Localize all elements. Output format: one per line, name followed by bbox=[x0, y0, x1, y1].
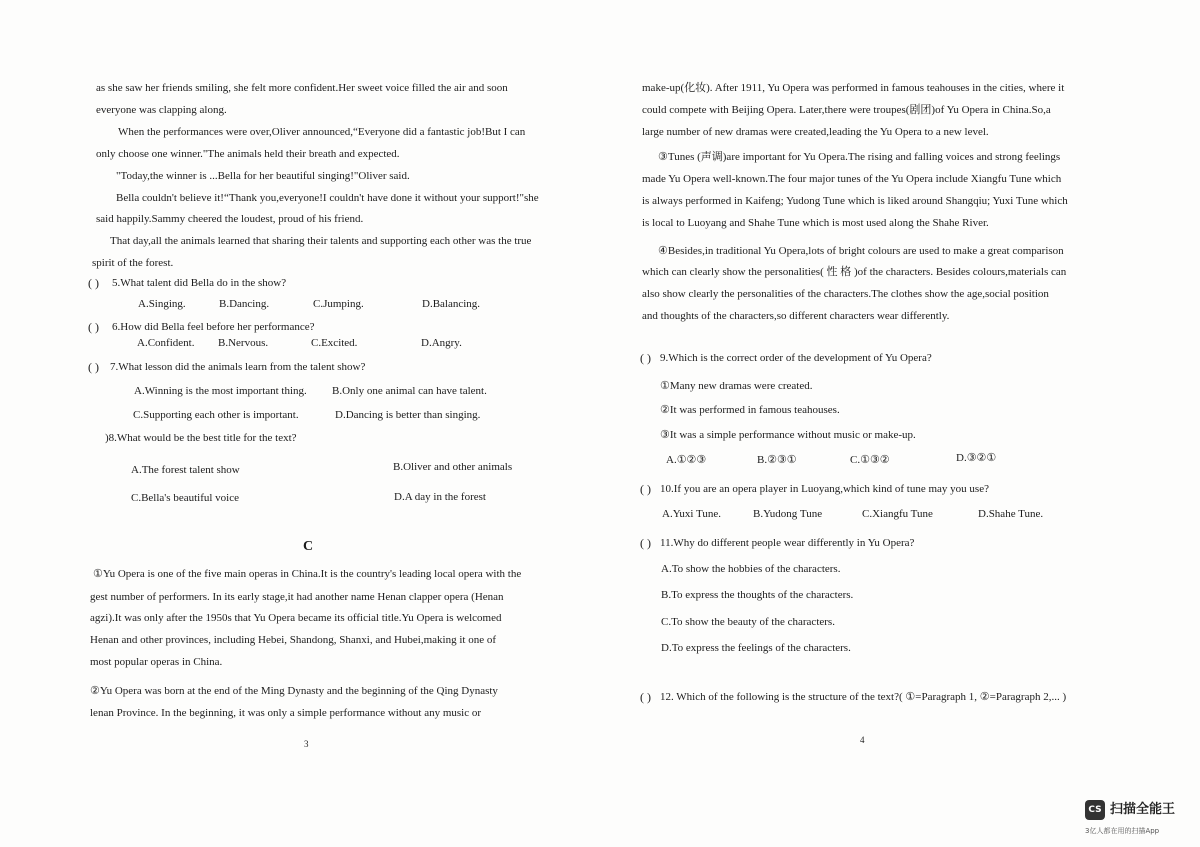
paragraph-line: lenan Province. In the beginning, it was only a simple performance without any music or bbox=[90, 707, 482, 719]
option-d[interactable]: D.Dancing is better than singing. bbox=[335, 409, 481, 421]
answer-blank[interactable]: ( ) bbox=[88, 276, 99, 290]
option-c[interactable]: C.Supporting each other is important. bbox=[133, 409, 299, 421]
option-a[interactable]: A.①②③ bbox=[666, 454, 707, 466]
question-stem: 11.Why do different people wear differently in Yu Opera? bbox=[660, 537, 915, 549]
answer-blank[interactable]: ( ) bbox=[640, 351, 651, 365]
paragraph-line: also show clearly the personalities of the characters.The clothes show the age,social position bbox=[642, 288, 1049, 300]
story-line: Bella couldn't believe it!“Thank you,everyone!I couldn't have done it without your support!"she bbox=[116, 192, 539, 204]
paragraph-line: and thoughts of the characters,so different characters wear differently. bbox=[642, 310, 950, 322]
question-stem: 12. Which of the following is the structure of the text?( ①=Paragraph 1, ②=Paragraph 2,... ) bbox=[660, 691, 1067, 703]
story-line: "Today,the winner is ...Bella for her beautiful singing!"Oliver said. bbox=[116, 170, 410, 182]
answer-blank[interactable]: ( ) bbox=[640, 536, 651, 550]
order-item: ②It was performed in famous teahouses. bbox=[660, 404, 840, 416]
watermark-app-name: 扫描全能王 bbox=[1110, 802, 1176, 817]
option-c[interactable]: C.Jumping. bbox=[313, 298, 364, 310]
paragraph-line: could compete with Beijing Opera. Later,there were troupes(剧团)of Yu Opera in China.So,a bbox=[642, 104, 1051, 116]
story-line: That day,all the animals learned that sharing their talents and supporting each other was the true bbox=[110, 235, 532, 247]
page-number: 3 bbox=[304, 739, 309, 749]
option-d[interactable]: D.Shahe Tune. bbox=[978, 508, 1044, 520]
order-item: ③It was a simple performance without music or make-up. bbox=[660, 429, 916, 441]
option-d[interactable]: D.A day in the forest bbox=[394, 491, 486, 503]
option-d[interactable]: D.Balancing. bbox=[422, 298, 481, 310]
option-a[interactable]: A.Singing. bbox=[138, 298, 186, 310]
scanner-app-watermark bbox=[1085, 800, 1197, 840]
option-b[interactable]: B.②③① bbox=[757, 454, 797, 466]
paragraph-line: made Yu Opera well-known.The four major tunes of the Yu Opera include Xiangfu Tune which bbox=[642, 173, 1062, 185]
question-stem: 5.What talent did Bella do in the show? bbox=[112, 277, 287, 289]
option-d[interactable]: D.Angry. bbox=[421, 337, 462, 349]
option-b[interactable]: B.Yudong Tune bbox=[753, 508, 823, 520]
option-a[interactable]: A.Winning is the most important thing. bbox=[134, 385, 307, 397]
paragraph-line: ②Yu Opera was born at the end of the Ming Dynasty and the beginning of the Qing Dynasty bbox=[90, 685, 498, 697]
story-line: said happily.Sammy cheered the loudest, proud of his friend. bbox=[96, 213, 364, 225]
order-item: ①Many new dramas were created. bbox=[660, 380, 813, 392]
option-a[interactable]: A.Yuxi Tune. bbox=[662, 508, 721, 520]
question-stem: 6.How did Bella feel before her performance? bbox=[112, 321, 315, 333]
option-c[interactable]: C.①③② bbox=[850, 454, 890, 466]
option-b[interactable]: B.Only one animal can have talent. bbox=[332, 385, 487, 397]
question-stem: 10.If you are an opera player in Luoyang,which kind of tune may you use? bbox=[660, 483, 989, 495]
answer-blank[interactable]: ( ) bbox=[640, 482, 651, 496]
page-number: 4 bbox=[860, 735, 865, 745]
watermark-tagline: 3亿人都在用的扫描App bbox=[1085, 827, 1160, 835]
section-heading: C bbox=[303, 539, 314, 554]
paragraph-line: large number of new dramas were created,leading the Yu Opera to a new level. bbox=[642, 126, 989, 138]
paragraph-line: Henan and other provinces, including Hebei, Shandong, Shanxi, and Hubei,making it one of bbox=[90, 634, 496, 646]
option-c[interactable]: C.To show the beauty of the characters. bbox=[661, 616, 835, 628]
question-stem: 9.Which is the correct order of the development of Yu Opera? bbox=[660, 352, 932, 364]
paragraph-line: is local to Luoyang and Shahe Tune which is most used along the Shahe River. bbox=[642, 217, 989, 229]
answer-blank[interactable]: ( ) bbox=[640, 690, 651, 704]
option-b[interactable]: B.Nervous. bbox=[218, 337, 269, 349]
option-a[interactable]: A.To show the hobbies of the characters. bbox=[661, 563, 841, 575]
story-line: everyone was clapping along. bbox=[96, 104, 227, 116]
paragraph-line: gest number of performers. In its early stage,it had another name Henan clapper opera (Henan bbox=[90, 591, 504, 603]
answer-blank[interactable]: ( ) bbox=[88, 360, 99, 374]
option-c[interactable]: C.Xiangfu Tune bbox=[862, 508, 933, 520]
option-b[interactable]: B.Oliver and other animals bbox=[393, 461, 513, 473]
option-b[interactable]: B.To express the thoughts of the characters. bbox=[661, 589, 854, 601]
story-line: only choose one winner."The animals held their breath and expected. bbox=[96, 148, 400, 160]
story-line: When the performances were over,Oliver announced,“Everyone did a fantastic job!But I can bbox=[118, 126, 526, 138]
story-line: spirit of the forest. bbox=[92, 257, 174, 269]
option-b[interactable]: B.Dancing. bbox=[219, 298, 270, 310]
paragraph-line: is always performed in Kaifeng; Yudong Tune which is liked around Shangqiu; Yuxi Tune which bbox=[642, 195, 1068, 207]
paragraph-line: which can clearly show the personalities( 性 格 )of the characters. Besides colours,materials can bbox=[642, 266, 1067, 278]
question-stem: )8.What would be the best title for the text? bbox=[105, 432, 297, 444]
option-d[interactable]: D.③②① bbox=[956, 452, 997, 464]
question-stem: 7.What lesson did the animals learn from the talent show? bbox=[110, 361, 366, 373]
story-line: as she saw her friends smiling, she felt more confident.Her sweet voice filled the air and soon bbox=[96, 82, 508, 94]
option-c[interactable]: C.Bella's beautiful voice bbox=[131, 492, 239, 504]
right-page bbox=[600, 0, 1200, 847]
paragraph-line: most popular operas in China. bbox=[90, 656, 223, 668]
paragraph-line: ④Besides,in traditional Yu Opera,lots of bright colours are used to make a great comparison bbox=[658, 245, 1064, 257]
cs-logo-icon: CS bbox=[1085, 800, 1105, 820]
paragraph-line: ③Tunes (声调)are important for Yu Opera.The rising and falling voices and strong feelings bbox=[658, 151, 1061, 163]
option-d[interactable]: D.To express the feelings of the characters. bbox=[661, 642, 851, 654]
option-a[interactable]: A.The forest talent show bbox=[131, 464, 240, 476]
option-a[interactable]: A.Confident. bbox=[137, 337, 195, 349]
paragraph-line: agzi).It was only after the 1950s that Yu Opera became its official title.Yu Opera is welcomed bbox=[90, 612, 502, 624]
paragraph-line: make-up(化妆). After 1911, Yu Opera was performed in famous teahouses in the cities, where it bbox=[642, 82, 1065, 94]
option-c[interactable]: C.Excited. bbox=[311, 337, 358, 349]
answer-blank[interactable]: ( ) bbox=[88, 320, 99, 334]
paragraph-line: ①Yu Opera is one of the five main operas in China.It is the country's leading local opera with the bbox=[93, 568, 522, 580]
